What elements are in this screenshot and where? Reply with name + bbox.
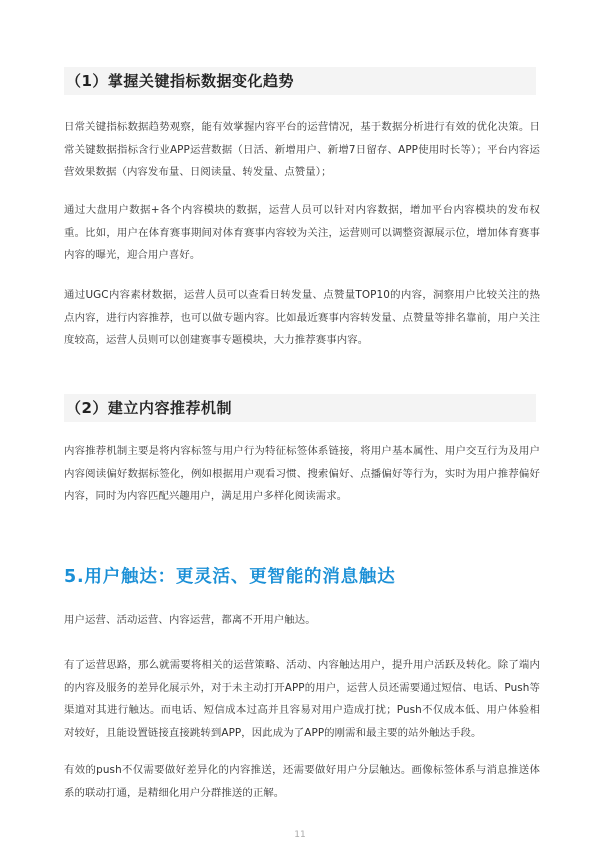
paragraph: 通过大盘用户数据+各个内容模块的数据，运营人员可以针对内容数据，增加平台内容模块的发布权重。比如，用户在体育赛事期间对体育赛事内容较为关注，运营则可以调整资源展示位，增加体育赛事内容的曝光，迎合用户喜好。 <box>64 204 540 261</box>
page-number: 11 <box>294 830 306 840</box>
section-title: 5.用户触达：更灵活、更智能的消息触达 <box>64 567 396 587</box>
paragraph: 内容推荐机制主要是将内容标签与用户行为特征标签体系链接，将用户基本属性、用户交互行为及用户内容阅读偏好数据标签化，例如根据用户观看习惯、搜索偏好、点播偏好等行为，实时为用户推荐偏好内容，同时为内容匹配兴趣用户，满足用户多样化阅读需求。 <box>64 445 540 502</box>
subsection-heading-2-text: （2）建立内容推荐机制 <box>66 399 232 417</box>
paragraph: 用户运营、活动运营、内容运营，都离不开用户触达。 <box>64 614 316 626</box>
subsection-heading-1 <box>64 67 536 95</box>
paragraph: 通过UGC内容素材数据，运营人员可以查看日转发量、点赞量TOP10的内容，洞察用户比较关注的热点内容，进行内容推荐，也可以做专题内容。比如最近赛事内容转发量、点赞量等排名靠前，用户关注度较高，运营人员则可以创建赛事专题模块，大力推荐赛事内容。 <box>64 289 540 346</box>
paragraph: 日常关键指标数据趋势观察，能有效掌握内容平台的运营情况，基于数据分析进行有效的优化决策。日常关键数据指标含行业APP运营数据（日活、新增用户、新增7日留存、APP使用时长等）；平台内容运营效果数据（内容发布量、日阅读量、转发量、点赞量）； <box>64 121 540 178</box>
paragraph: 有了运营思路，那么就需要将相关的运营策略、活动、内容触达用户，提升用户活跃及转化。除了端内的内容及服务的差异化展示外，对于未主动打开APP的用户，运营人员还需要通过短信、电话、Push等渠道对其进行触达。而电话、短信成本过高并且容易对用户造成打扰；Push不仅成本低、用户体验相对较好，且能设置链接直接跳转到APP，因此成为了APP的刚需和最主要的站外触达手段。 <box>64 659 540 739</box>
paragraph: 有效的push不仅需要做好差异化的内容推送，还需要做好用户分层触达。画像标签体系与消息推送体系的联动打通，是精细化用户分群推送的正解。 <box>64 764 540 799</box>
subsection-heading-1-text: （1）掌握关键指标数据变化趋势 <box>66 72 294 90</box>
subsection-heading-2 <box>64 394 536 422</box>
